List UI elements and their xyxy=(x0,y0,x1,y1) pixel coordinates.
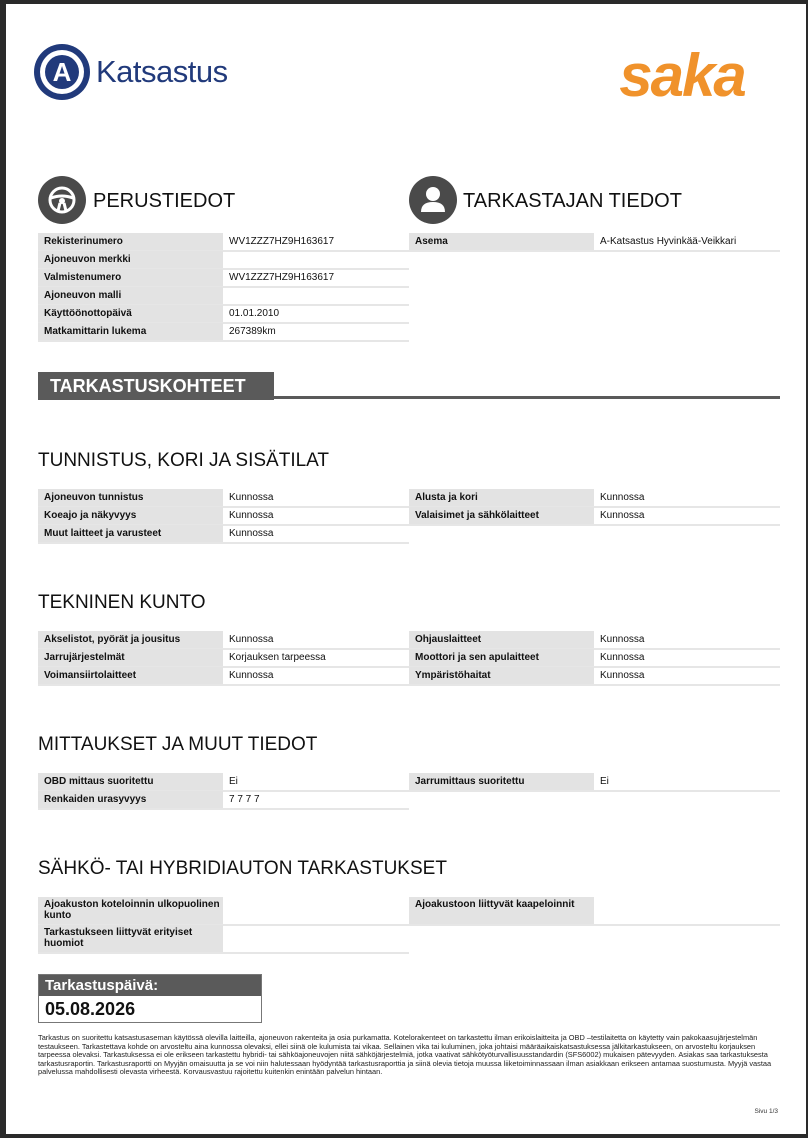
row-label: Ympäristöhaitat xyxy=(409,667,594,684)
saka-logo xyxy=(584,48,780,102)
row-value xyxy=(229,251,409,268)
table-row xyxy=(38,233,409,252)
a-logo-icon: A xyxy=(34,44,90,100)
row-label: Tarkastukseen liittyvät erityiset huomiot xyxy=(38,925,223,952)
perustiedot-title: PERUSTIEDOT xyxy=(93,190,236,212)
row-label: Ajoakuston koteloinnin ulkopuolinen kunto xyxy=(38,897,223,924)
sahko-title: SÄHKÖ- TAI HYBRIDIAUTON TARKASTUKSET xyxy=(38,858,447,879)
row-value: Korjauksen tarpeessa xyxy=(229,652,326,663)
tarkastaja-title: TARKASTAJAN TIEDOT xyxy=(463,190,682,212)
mittaukset-title: MITTAUKSET JA MUUT TIEDOT xyxy=(38,734,318,755)
row-value: 267389km xyxy=(229,326,276,337)
row-value: WV1ZZZ7HZ9H163617 xyxy=(229,236,335,247)
row-value: Ei xyxy=(229,776,238,787)
table-row xyxy=(38,269,409,288)
tekninen-title: TEKNINEN KUNTO xyxy=(38,592,206,613)
row-label: Moottori ja sen apulaitteet xyxy=(409,649,594,666)
table-row xyxy=(38,667,409,686)
table-row xyxy=(38,925,409,954)
row-value: Kunnossa xyxy=(229,634,274,645)
table-row xyxy=(409,773,780,792)
table-row xyxy=(38,507,409,526)
row-value: Kunnossa xyxy=(600,510,645,521)
table-row xyxy=(409,233,780,252)
table-row xyxy=(409,489,780,508)
row-label: Muut laitteet ja varusteet xyxy=(38,525,223,542)
row-value xyxy=(600,897,780,924)
row-label: OBD mittaus suoritettu xyxy=(38,773,223,790)
row-value: Kunnossa xyxy=(229,492,274,503)
row-value: 01.01.2010 xyxy=(229,308,280,319)
row-value xyxy=(229,897,409,924)
table-row xyxy=(38,897,409,926)
table-row xyxy=(409,631,780,650)
row-label: Ajoneuvon tunnistus xyxy=(38,489,223,506)
row-label: Matkamittarin lukema xyxy=(38,323,223,340)
row-label: Valmistenumero xyxy=(38,269,223,286)
row-label: Akselistot, pyörät ja jousitus xyxy=(38,631,223,648)
row-value: Kunnossa xyxy=(229,528,274,539)
table-row xyxy=(38,525,409,544)
table-row xyxy=(409,649,780,668)
table-row xyxy=(38,287,409,306)
tarkastuskohteet-band xyxy=(38,372,780,400)
row-label: Renkaiden urasyvyys xyxy=(38,791,223,808)
row-value: Kunnossa xyxy=(600,670,645,681)
report-page xyxy=(6,4,806,1134)
row-label: Jarrumittaus suoritettu xyxy=(409,773,594,790)
row-value: Kunnossa xyxy=(600,492,645,503)
inspection-date-box xyxy=(38,974,262,1023)
row-value: A-Katsastus Hyvinkää-Veikkari xyxy=(600,236,737,247)
row-label: Ajoneuvon malli xyxy=(38,287,223,304)
steering-wheel-icon xyxy=(38,176,86,224)
table-row xyxy=(409,897,780,926)
table-row xyxy=(38,631,409,650)
svg-text:saka: saka xyxy=(619,48,745,102)
row-label: Rekisterinumero xyxy=(38,233,223,250)
table-row xyxy=(38,791,409,810)
row-label: Ohjauslaitteet xyxy=(409,631,594,648)
row-label: Voimansiirtolaitteet xyxy=(38,667,223,684)
row-label: Jarrujärjestelmät xyxy=(38,649,223,666)
table-row xyxy=(38,305,409,324)
tunnistus-title: TUNNISTUS, KORI JA SISÄTILAT xyxy=(38,450,330,471)
row-label: Käyttöönottopäivä xyxy=(38,305,223,322)
row-value: Kunnossa xyxy=(229,670,274,681)
page-number: Sivu 1/3 xyxy=(754,1108,778,1115)
row-label: Valaisimet ja sähkölaitteet xyxy=(409,507,594,524)
band-title: TARKASTUSKOHTEET xyxy=(38,372,274,400)
logo-text: Katsastus xyxy=(96,54,228,89)
disclaimer-text: Tarkastus on suoritettu katsastusaseman käytössä olevilla laitteilla, ajoneuvon rakenteita ja osia purkamatta. Kotelorakenteet on tarkastettu ilman erikoislaitteita ja OBD –testilaitetta on käytetty vain pakokaasujärjestelmän testaukseen. Tarkastettava kohde on arvosteltu aina kunnossa olevaksi, ellei siinä ole kulumista tai vikaa. Sellainen vika tai kuluminen, joka johtaisi määräaikaiskatsastuksessa jälkitarkastukseen, on arvosteltu korjauksen tarpeessa olevaksi. Tarkastuksessa ei ole erikseen tarkastettu hybridi- tai sähköajoneuvojen niitä sähköjärjestelmiä, jotka vaativat sähkötyöturvallisuusstandardin (SFS6002) mukaisen pätevyyden. Asiakas saa tarkastuksesta tarkastusraportin. Tarkastusraportti on Myyjän omaisuutta ja se voi niin halutessaan hyödyntää tarkastusraporttia ja siinä olevia tietoja muussa liiketoiminnassaan ilman asiakkaan erikseen antamaa suostumusta. Myyjä vastaa palvelussa mahdollisesti olevasta virheestä. Korvausvastuu rajoitettu kuitenkin enintään palvelun hintaan. xyxy=(38,1033,772,1077)
table-row xyxy=(38,251,409,270)
table-row xyxy=(38,649,409,668)
date-label: Tarkastuspäivä: xyxy=(39,975,261,996)
table-row xyxy=(409,507,780,526)
row-value: WV1ZZZ7HZ9H163617 xyxy=(229,272,335,283)
table-row xyxy=(38,773,409,792)
table-row xyxy=(38,489,409,508)
row-label: Asema xyxy=(409,233,594,250)
row-value: Kunnossa xyxy=(229,510,274,521)
row-value: 7 7 7 7 xyxy=(229,794,260,805)
date-value: 05.08.2026 xyxy=(45,999,136,1019)
row-label: Alusta ja kori xyxy=(409,489,594,506)
row-value: Kunnossa xyxy=(600,634,645,645)
row-value: Ei xyxy=(600,776,609,787)
row-label: Ajoneuvon merkki xyxy=(38,251,223,268)
row-value xyxy=(229,925,409,952)
person-icon xyxy=(409,176,457,224)
row-value xyxy=(229,287,409,304)
row-label: Koeajo ja näkyvyys xyxy=(38,507,223,524)
row-value: Kunnossa xyxy=(600,652,645,663)
table-row xyxy=(409,667,780,686)
a-katsastus-logo xyxy=(34,44,254,108)
row-label: Ajoakustoon liittyvät kaapeloinnit xyxy=(409,897,594,924)
table-row xyxy=(38,323,409,342)
